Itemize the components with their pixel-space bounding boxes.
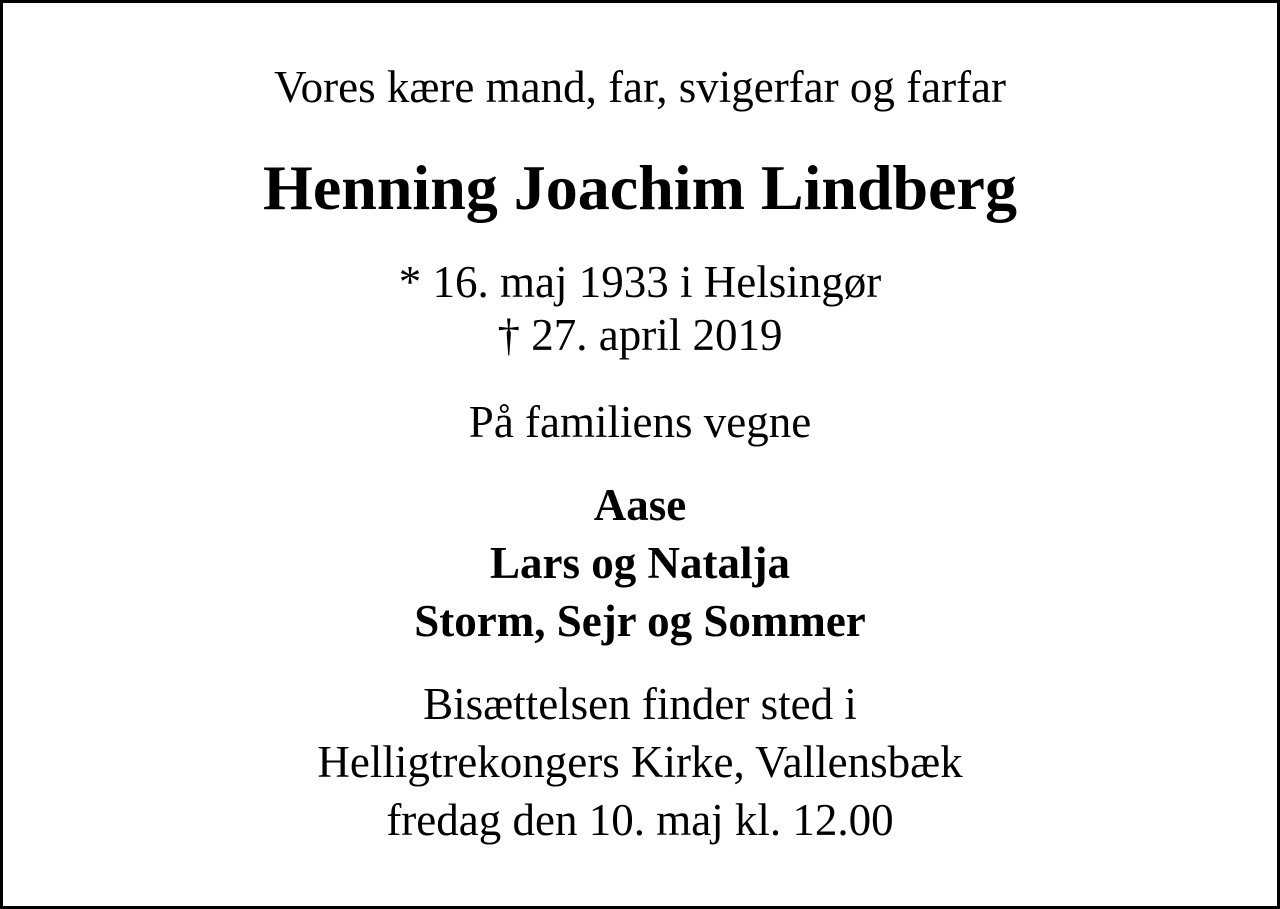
birth-line: * 16. maj 1933 i Helsingør (398, 257, 882, 307)
service-line: fredag den 10. maj kl. 12.00 (386, 795, 894, 845)
service-line: Bisættelsen finder sted i (423, 679, 857, 729)
intro-line: Vores kære mand, far, svigerfar og farfar (273, 62, 1007, 112)
service-line: Helligtrekongers Kirke, Vallensbæk (317, 737, 963, 787)
on-behalf-line: På familiens vegne (468, 397, 812, 447)
death-line: † 27. april 2019 (497, 310, 783, 360)
family-line: Storm, Sejr og Sommer (414, 596, 866, 646)
family-line: Aase (593, 480, 687, 530)
deceased-name: Henning Joachim Lindberg (263, 152, 1017, 223)
family-line: Lars og Natalja (490, 538, 790, 588)
